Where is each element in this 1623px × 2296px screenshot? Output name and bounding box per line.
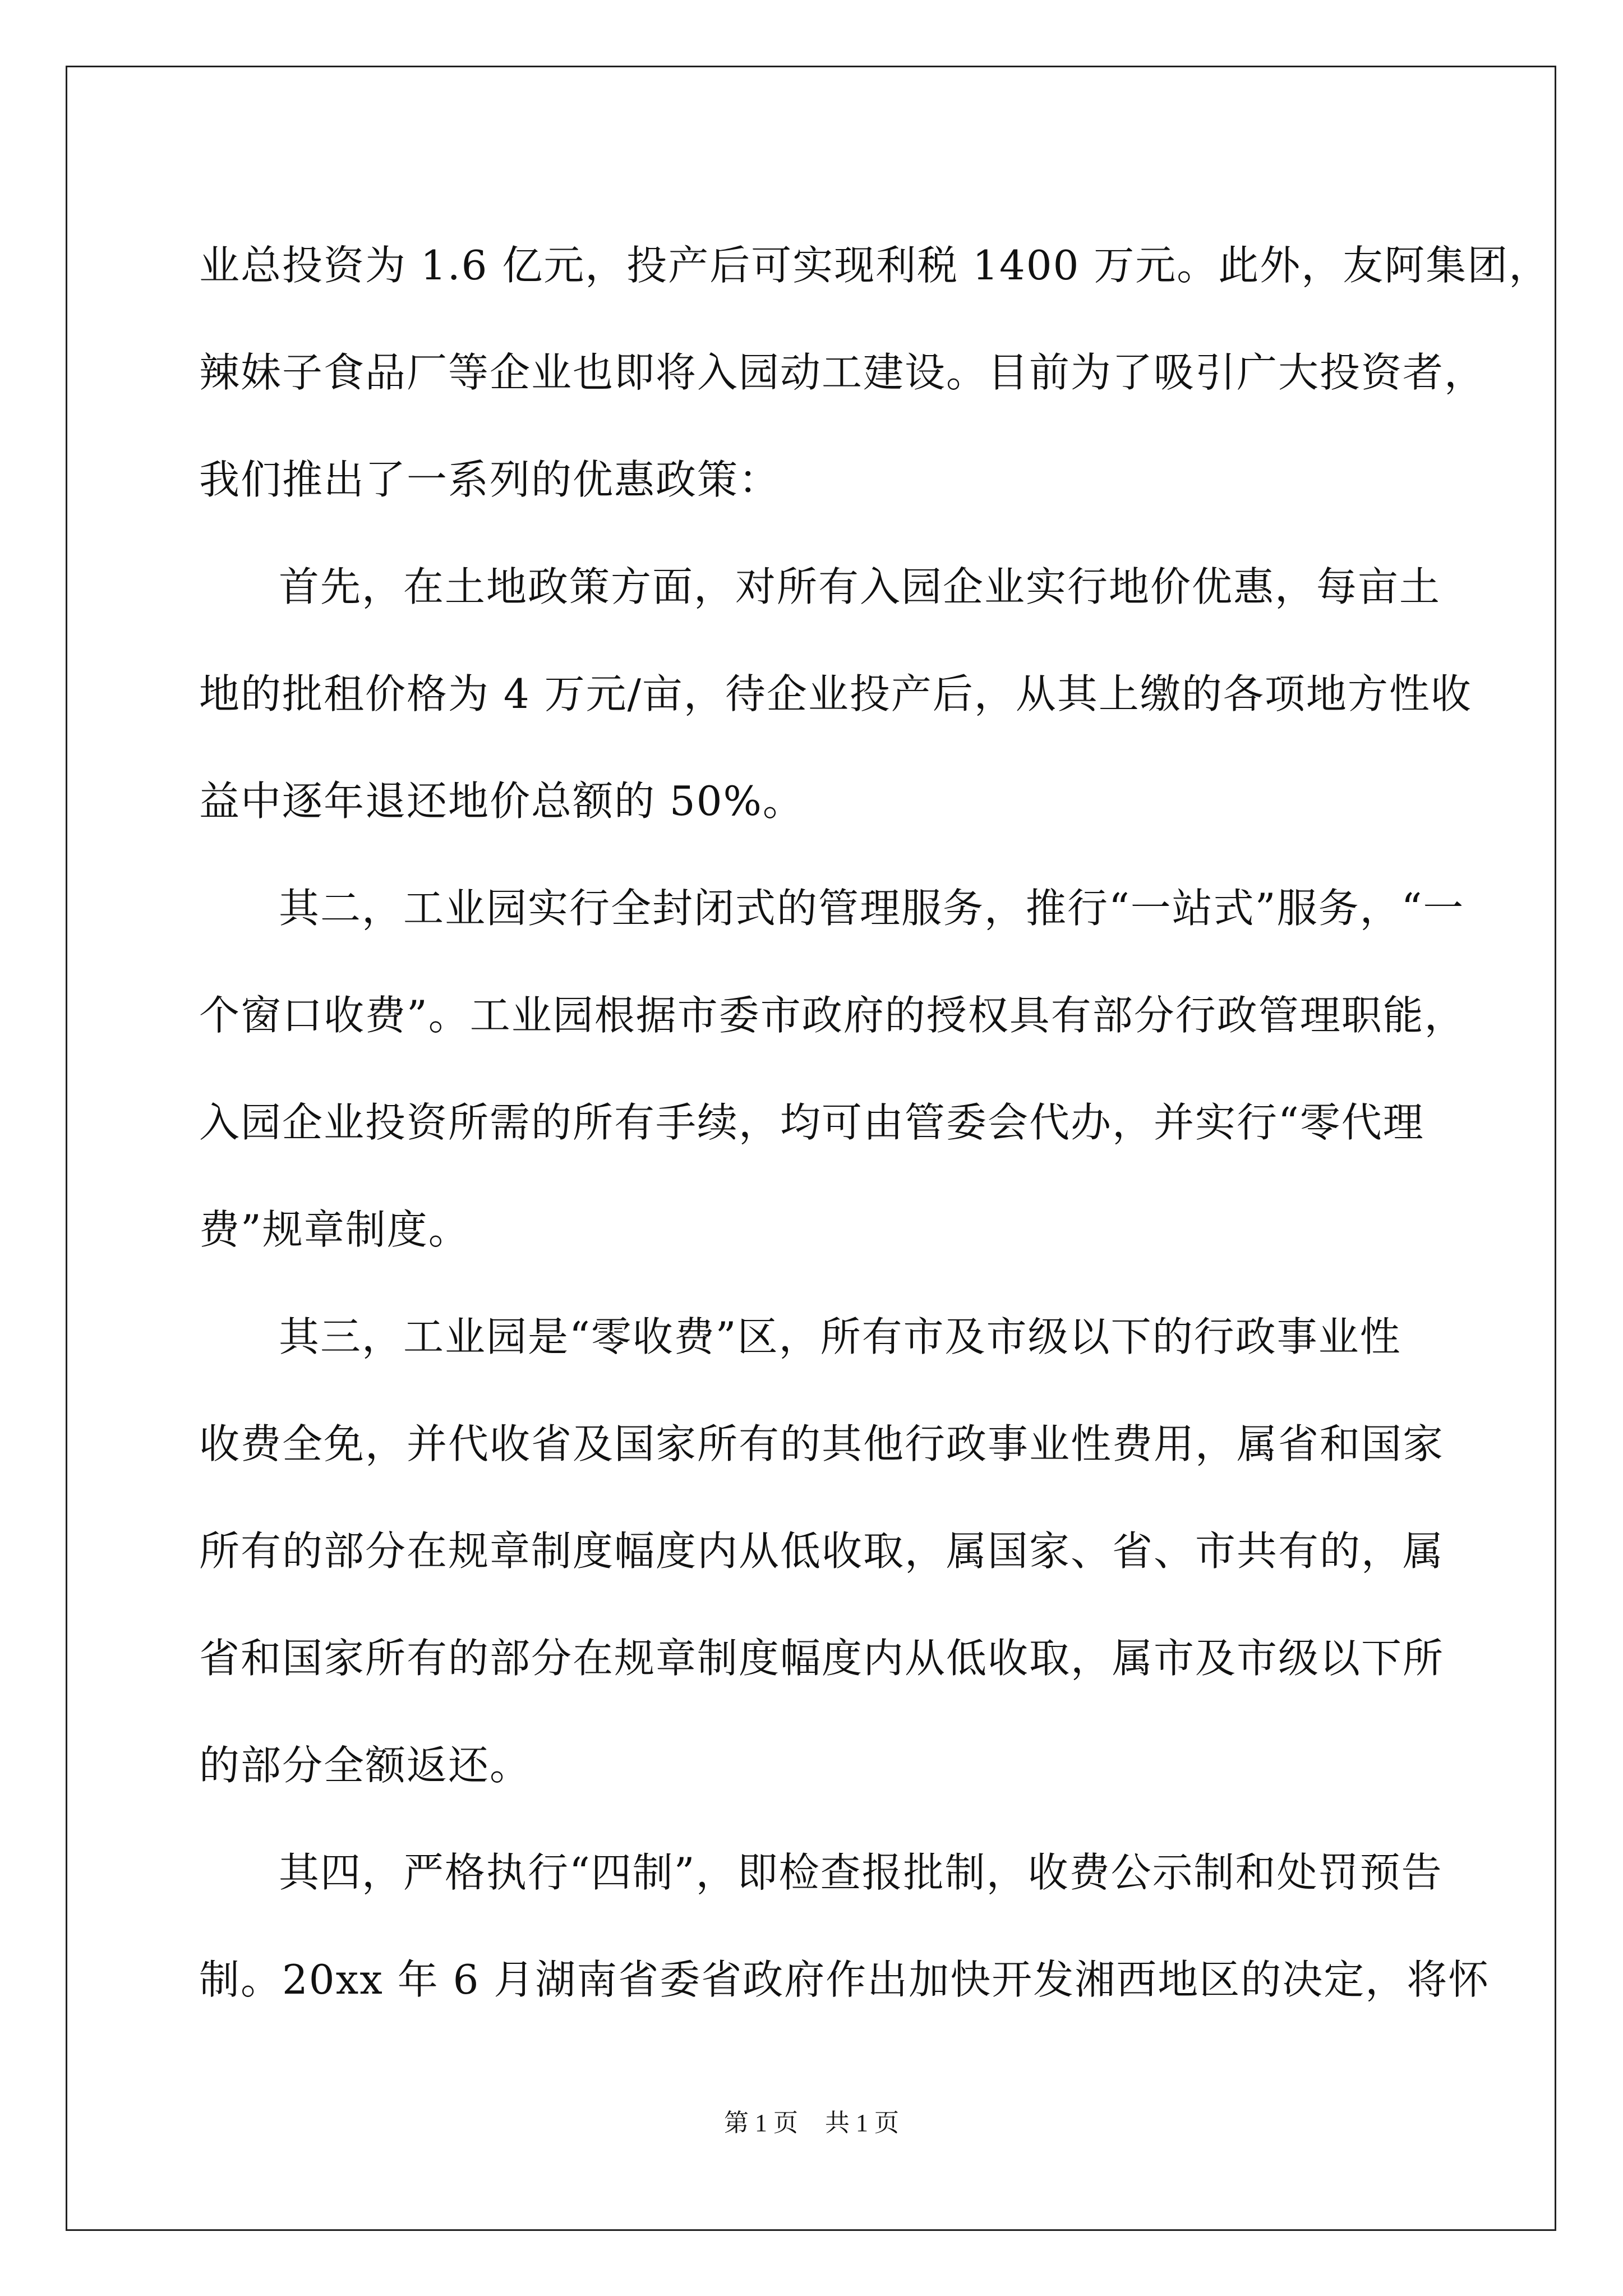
paragraph-first-line: 首先，在土地政策方面，对所有入园企业实行地价优惠，每亩土: [279, 563, 1441, 610]
text-line: 入园企业投资所需的所有手续，均可由管委会代办，并实行“零代理: [199, 1099, 1424, 1146]
text-line: 的部分全额返还。: [199, 1742, 532, 1789]
text-line: 省和国家所有的部分在规章制度幅度内从低收取，属市及市级以下所: [199, 1635, 1445, 1682]
text-line: 地的批租价格为 4 万元/亩，待企业投产后，从其上缴的各项地方性收: [199, 670, 1472, 717]
text-line: 费”规章制度。: [199, 1206, 470, 1253]
paragraph-first-line: 其三，工业园是“零收费”区，所有市及市级以下的行政事业性: [279, 1313, 1401, 1360]
text-line: 收费全免，并代收省及国家所有的其他行政事业性费用，属省和国家: [199, 1420, 1445, 1467]
page-footer: [0, 2102, 1623, 2138]
paragraph-first-line: 其二，工业园实行全封闭式的管理服务，推行“一站式”服务，“一: [279, 885, 1465, 932]
text-line: 益中逐年退还地价总额的 50%。: [199, 777, 804, 825]
text-line: 我们推出了一系列的优惠政策：: [199, 456, 781, 503]
text-line: 业总投资为 1.6 亿元，投产后可实现利税 1400 万元。此外，友阿集团，: [199, 242, 1551, 289]
text-line: 辣妹子食品厂等企业也即将入园动工建设。目前为了吸引广大投资者，: [199, 349, 1486, 396]
text-line: 所有的部分在规章制度幅度内从低收取，属国家、省、市共有的，属: [199, 1527, 1445, 1575]
text-line: 个窗口收费”。工业园根据市委市政府的授权具有部分行政管理职能，: [199, 992, 1466, 1039]
text-line: 制。20xx 年 6 月湖南省委省政府作出加快开发湘西地区的决定，将怀: [199, 1956, 1490, 2003]
paragraph-first-line: 其四，严格执行“四制”，即检查报批制，收费公示制和处罚预告: [279, 1849, 1443, 1896]
page-number: 第 1 页: [724, 2109, 798, 2137]
page-total: 共 1 页: [825, 2109, 899, 2137]
document-body: [199, 212, 1551, 2033]
